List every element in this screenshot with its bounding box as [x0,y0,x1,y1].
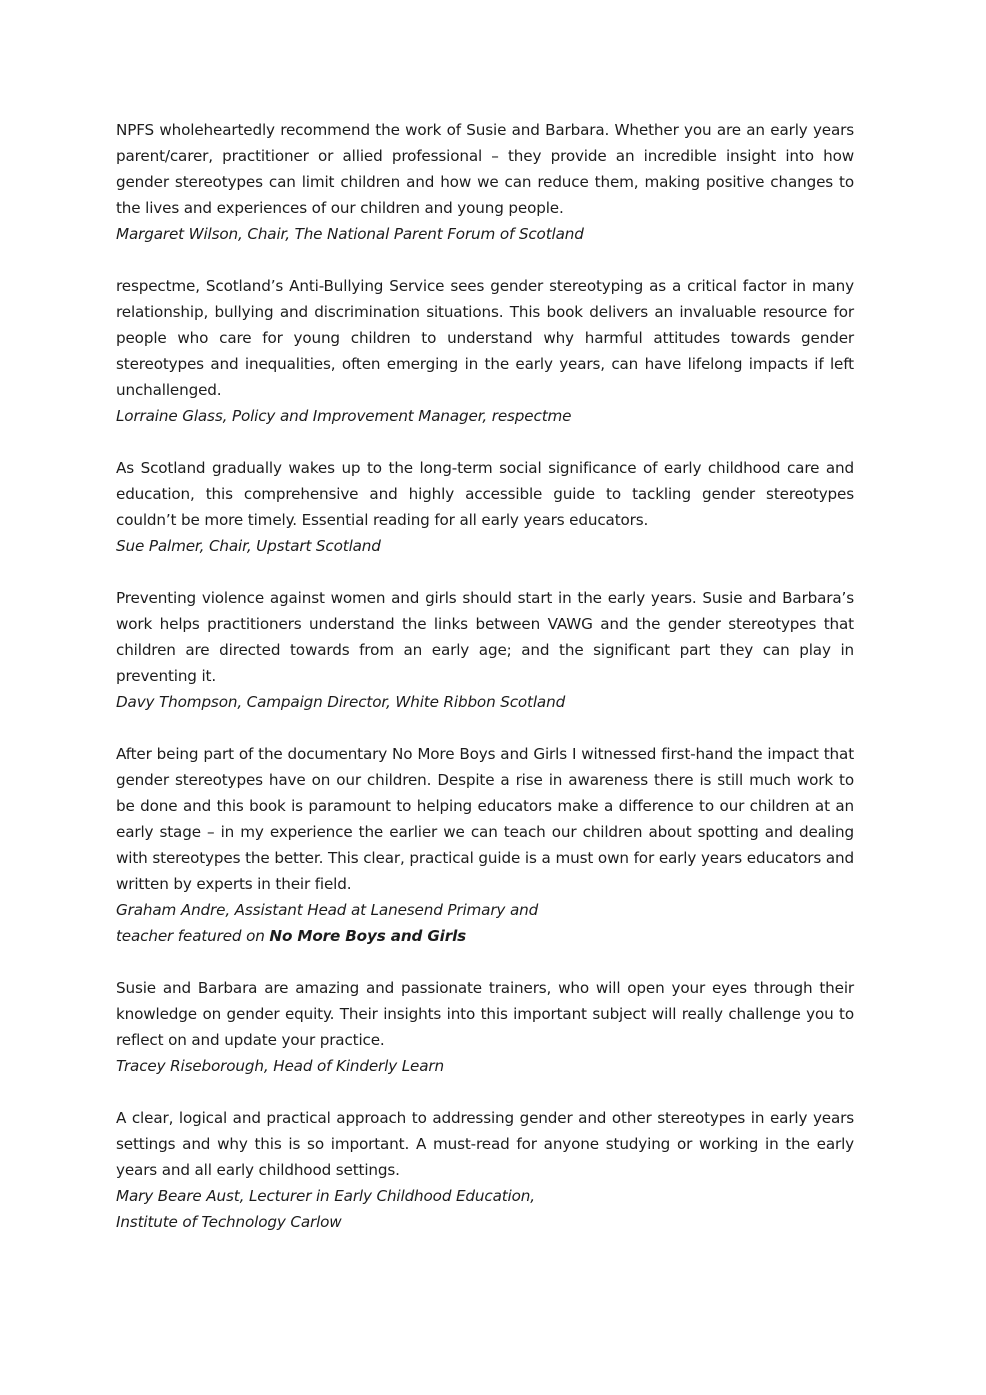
testimonial-text: Preventing violence against women and girls should start in the early years. Susie and Barbara’s work helps practitioners understand the links between VAWG and the gender stereotypes that children are directed towards from an early age; and the significant part they can play in preventing it. [116,589,854,685]
testimonial-text: After being part of the documentary No More Boys and Girls I witnessed first-hand the impact that gender stereotypes have on our children. Despite a rise in awareness there is still much work to be done and this book is paramount to helping educators make a difference to our children at an early stage – in my experience the earlier we can teach our children about spotting and dealing with stereotypes the better. This clear, practical guide is a must own for early years educators and written by experts in their field. [116,745,854,893]
testimonial-text: As Scotland gradually wakes up to the long-term social significance of early childhood care and education, this comprehensive and highly accessible guide to tackling gender stereotypes couldn’t be more timely. Essential reading for all early years educators. [116,459,854,529]
testimonial [116,1105,854,1235]
testimonial [116,741,854,949]
testimonial-attribution: Davy Thompson, Campaign Director, White Ribbon Scotland [116,693,566,711]
testimonial-attribution: Lorraine Glass, Policy and Improvement Manager, respectme [116,407,572,425]
testimonial-text: NPFS wholeheartedly recommend the work of Susie and Barbara. Whether you are an early years parent/carer, practitioner or allied professional – they provide an incredible insight into how gender stereotypes can limit children and how we can reduce them, making positive changes to the lives and experiences of our children and young people. [116,121,854,217]
testimonial-attribution: Graham Andre, Assistant Head at Lanesend Primary and [116,901,539,919]
documentary-title: No More Boys and Girls [269,927,467,945]
respectme-name: respectme [116,277,196,295]
testimonial-attribution: Margaret Wilson, Chair, The National Parent Forum of Scotland [116,225,584,243]
testimonial-attribution: Mary Beare Aust, Lecturer in Early Childhood Education, [116,1187,535,1205]
testimonial-text: respectme, Scotland’s Anti-Bullying Service sees gender stereotyping as a critical factor in many relationship, bullying and discrimination situations. This book delivers an invaluable resource for people who care for young children to understand why harmful attitudes towards gender stereotypes and inequalities, often emerging in the early years, can have lifelong impacts if left unchallenged. [116,277,854,399]
testimonial [116,273,854,429]
testimonial-attribution-line2: Institute of Technology Carlow [116,1213,342,1231]
testimonial [116,585,854,715]
testimonial [116,117,854,247]
testimonial [116,975,854,1079]
testimonials-page [116,117,854,1261]
testimonial-attribution: Sue Palmer, Chair, Upstart Scotland [116,537,381,555]
testimonial [116,455,854,559]
testimonial-attribution-line2: teacher featured on No More Boys and Girls [116,927,467,945]
testimonial-text: A clear, logical and practical approach to addressing gender and other stereotypes in early years settings and why this is so important. A must-read for anyone studying or working in the early years and all early childhood settings. [116,1109,854,1179]
testimonial-attribution: Tracey Riseborough, Head of Kinderly Learn [116,1057,444,1075]
testimonial-text: Susie and Barbara are amazing and passionate trainers, who will open your eyes through their knowledge on gender equity. Their insights into this important subject will really challenge you to reflect on and update your practice. [116,979,854,1049]
